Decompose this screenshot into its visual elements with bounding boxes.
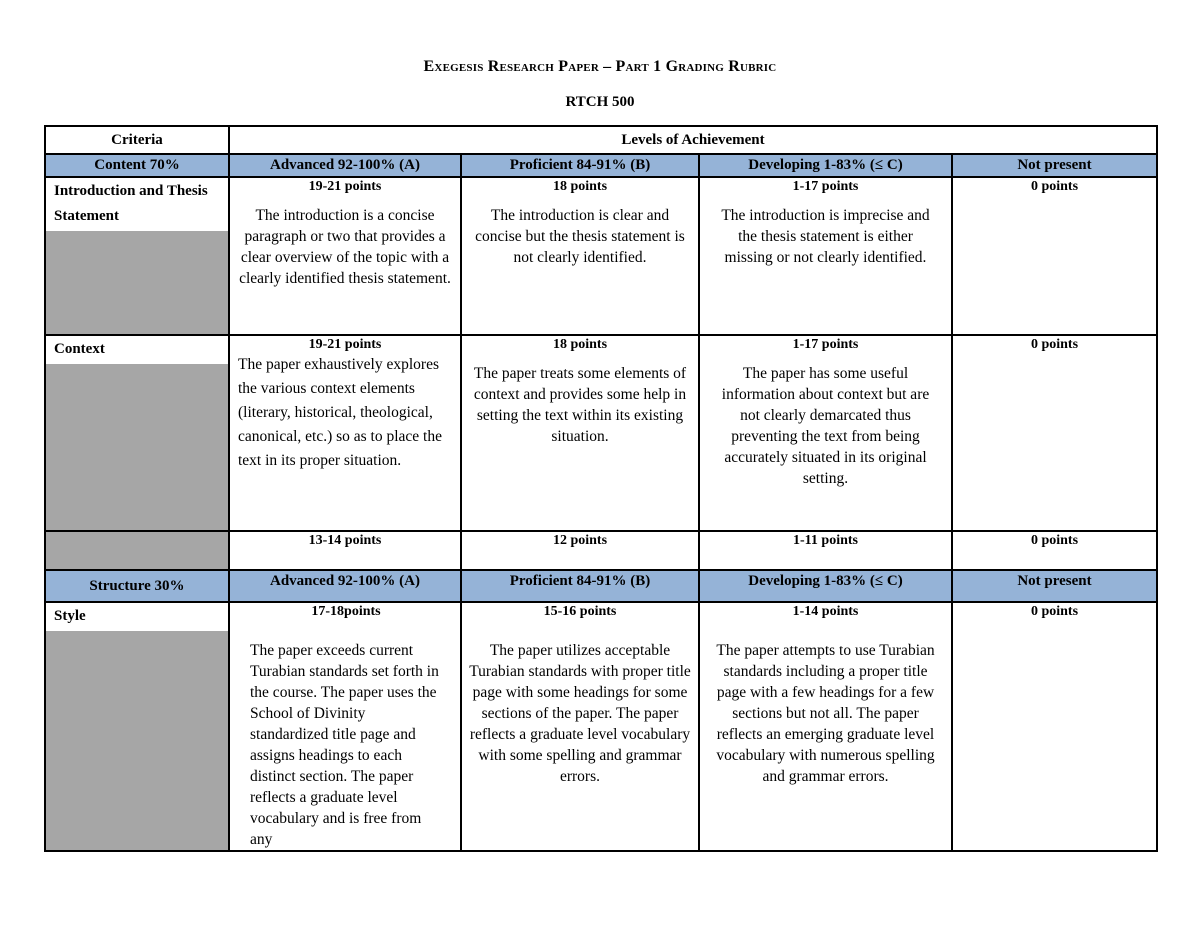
criteria-label-style: Style [46, 603, 228, 631]
blank-advanced-cell [229, 531, 461, 570]
document-title: Exegesis Research Paper – Part 1 Grading Rubric [423, 58, 777, 75]
content-developing-header [699, 154, 952, 177]
intro-developing-cell [699, 177, 952, 335]
context-not-present-cell [952, 335, 1157, 531]
style-developing-text: The paper attempts to use Turabian standards including a proper title page with a few headings for a few sections but not all. The paper reflects an emerging graduate level vocabulary with numerous spelling and grammar errors. [716, 642, 935, 785]
context-advanced-text: The paper exhaustively explores the various context elements (literary, historical, theological, canonical, etc.) so as to place the text in its proper situation. [238, 356, 442, 469]
table-row-structure-points [45, 531, 1157, 570]
structure-not-present-header: Not present [952, 570, 1157, 602]
style-proficient-cell [461, 602, 699, 851]
style-developing-points: 1-14 points [792, 604, 859, 619]
table-row-style [45, 602, 1157, 851]
table-row-introduction [45, 177, 1157, 335]
intro-proficient-points: 18 points [552, 179, 608, 194]
context-advanced-cell [229, 335, 461, 531]
context-proficient-text: The paper treats some elements of context and provides some help in setting the text within its existing situation. [473, 365, 687, 445]
content-proficient-header: Proficient 84-91% (B) [461, 154, 699, 177]
content-developing-label: Developing 1-83% (≤ C) [748, 157, 903, 173]
intro-developing-text: The introduction is imprecise and the thesis statement is either missing or not clearly identified. [721, 207, 930, 266]
intro-not-present-cell [952, 177, 1157, 335]
content-weight-label: Content 70% [45, 154, 229, 177]
criteria-cell-blank [45, 531, 229, 570]
criteria-cell-context [45, 335, 229, 531]
context-developing-points: 1-17 points [792, 337, 859, 352]
blank-not-present-points: 0 points [1030, 533, 1079, 548]
table-row-context [45, 335, 1157, 531]
style-advanced-cell [229, 602, 461, 851]
context-advanced-points: 19-21 points [308, 337, 382, 352]
structure-developing-header [699, 570, 952, 602]
header-row [45, 126, 1157, 154]
style-developing-cell [699, 602, 952, 851]
structure-developing-label: Developing 1-83% (≤ C) [748, 573, 903, 589]
blank-proficient-points: 12 points [552, 533, 608, 548]
intro-proficient-text: The introduction is clear and concise but the thesis statement is not clearly identified. [475, 207, 685, 266]
intro-advanced-cell [229, 177, 461, 335]
criteria-label-context: Context [46, 336, 228, 364]
blank-developing-points: 1-11 points [793, 533, 858, 548]
criteria-cell-introduction [45, 177, 229, 335]
structure-advanced-header: Advanced 92-100% (A) [229, 570, 461, 602]
style-not-present-cell [952, 602, 1157, 851]
context-developing-text: The paper has some useful information about context but are not clearly demarcated thus preventing the text from being accurately situated in its original setting. [721, 365, 930, 487]
content-advanced-header: Advanced 92-100% (A) [229, 154, 461, 177]
blank-advanced-points: 13-14 points [308, 533, 382, 548]
criteria-header: Criteria [45, 126, 229, 154]
intro-developing-points: 1-17 points [792, 179, 859, 194]
style-advanced-text: The paper exceeds current Turabian standards set forth in the course. The paper uses the School of Divinity standardized title page and assigns headings to each distinct section. The paper reflects a graduate level vocabulary and is free from any [250, 642, 439, 848]
blank-not-present-cell [952, 531, 1157, 570]
style-proficient-text: The paper utilizes acceptable Turabian standards with proper title page with some headings for some sections of the paper. The paper reflects a graduate level vocabulary with some spelling and grammar errors. [469, 642, 691, 785]
criteria-cell-style [45, 602, 229, 851]
intro-proficient-cell [461, 177, 699, 335]
grading-rubric-table [44, 125, 1158, 852]
context-proficient-points: 18 points [552, 337, 608, 352]
style-proficient-points: 15-16 points [543, 604, 617, 619]
course-code: RTCH 500 [565, 94, 635, 110]
intro-not-present-points: 0 points [1030, 179, 1079, 194]
levels-header: Levels of Achievement [229, 126, 1157, 154]
structure-band-row [45, 570, 1157, 602]
content-not-present-header: Not present [952, 154, 1157, 177]
content-band-row [45, 154, 1157, 177]
blank-proficient-cell [461, 531, 699, 570]
blank-developing-cell [699, 531, 952, 570]
context-not-present-points: 0 points [1030, 337, 1079, 352]
context-proficient-cell [461, 335, 699, 531]
intro-advanced-text: The introduction is a concise paragraph or two that provides a clear overview of the topic with a clearly identified thesis statement. [239, 207, 451, 287]
criteria-label-introduction: Introduction and Thesis Statement [46, 178, 228, 231]
context-developing-cell [699, 335, 952, 531]
style-advanced-points: 17-18points [311, 604, 381, 619]
structure-weight-label: Structure 30% [45, 570, 229, 602]
intro-advanced-points: 19-21 points [308, 179, 382, 194]
style-not-present-points: 0 points [1030, 604, 1079, 619]
structure-proficient-header: Proficient 84-91% (B) [461, 570, 699, 602]
